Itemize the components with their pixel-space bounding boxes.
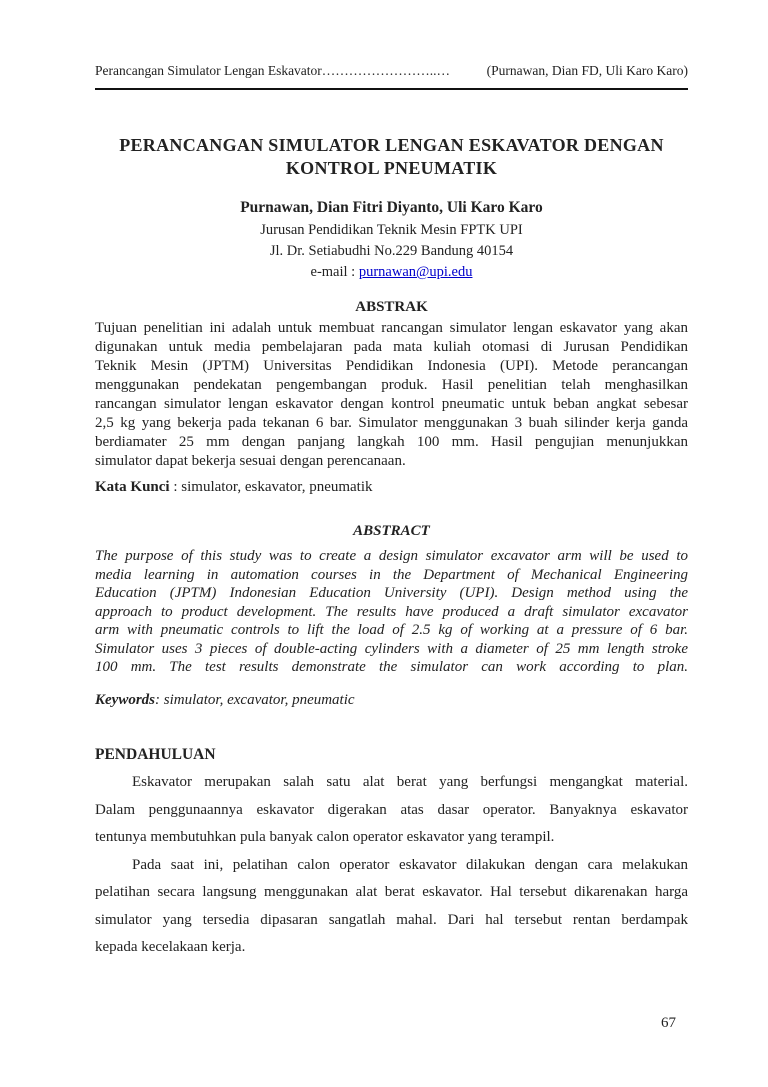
text-line: digunakan untuk media pembelajaran pada mata kuliah otomasi di Jurusan Pendidikan	[95, 339, 688, 355]
paper-title-line2: KONTROL PNEUMATIK	[285, 158, 498, 178]
kata-kunci-value: simulator, eskavator, pneumatik	[181, 479, 373, 495]
paragraph-1	[95, 769, 688, 852]
abstract-heading: ABSTRACT	[353, 523, 430, 539]
keywords-sep: :	[155, 691, 164, 708]
running-header-title: Perancangan Simulator Lengan Eskavator……………………..…	[95, 63, 451, 78]
paper-title	[95, 134, 688, 180]
text-line: Pada saat ini, pelatihan calon operator eskavator dilakukan dengan cara melakukan	[132, 856, 688, 873]
header-rule	[95, 88, 688, 90]
running-header-authors: (Purnawan, Dian FD, Uli Karo Karo)	[486, 63, 688, 78]
text-line: pelatihan secara langsung menggunakan alat berat eskavator. Hal tersebut dikarenakan harga	[95, 884, 688, 900]
paper-title-line1: PERANCANGAN SIMULATOR LENGAN ESKAVATOR DENGAN	[119, 135, 664, 155]
kata-kunci-label: Kata Kunci	[95, 479, 170, 495]
text-line: Tujuan penelitian ini adalah untuk membuat rancangan simulator lengan eskavator yang akan	[95, 320, 688, 336]
section-heading-pendahuluan: PENDAHULUAN	[95, 745, 216, 763]
text-line: simulator yang tersedia dipasaran sangatlah mahal. Dari hal tersebut rentan berdampak	[95, 911, 688, 928]
abstrak-heading: ABSTRAK	[355, 299, 428, 315]
keywords-value: simulator, excavator, pneumatic	[163, 691, 355, 708]
text-line: 100 mm. The test results demonstrate the simulator can work according to plan.	[95, 659, 688, 675]
abstract-body	[95, 547, 688, 677]
text-line: Education (JPTM) Indonesian Education University (UPI). Design method using the	[95, 585, 688, 601]
text-line: 2,5 kg yang bekerja pada tekanan 6 bar. Simulator menggunakan 3 buah silinder kerja ganda	[95, 415, 688, 431]
text-line: media learning in automation courses in the Department of Mechanical Engineering	[95, 566, 688, 583]
running-header	[95, 62, 688, 79]
abstrak-body	[95, 319, 688, 471]
kata-kunci-line	[95, 478, 688, 496]
keywords-label: Keywords	[95, 691, 155, 708]
text-line: Teknik Mesin (JPTM) Universitas Pendidikan Indonesia (UPI). Metode perancangan	[95, 358, 688, 374]
text-line: kepada kecelakaan kerja.	[95, 939, 246, 955]
text-line: berdiamater 25 mm dengan panjang langkah 100 mm. Hasil pengujian menunjukkan	[95, 434, 688, 450]
text-line: The purpose of this study was to create a design simulator excavator arm will be used to	[95, 548, 688, 564]
email-link[interactable]: purnawan@upi.edu	[358, 264, 473, 280]
email-label: e-mail :	[310, 264, 359, 280]
paragraph-2	[95, 852, 688, 962]
email-line	[95, 264, 688, 281]
affiliation: Jurusan Pendidikan Teknik Mesin FPTK UPI	[260, 222, 523, 238]
text-line: simulator dapat bekerja sesuai dengan perencanaan.	[95, 453, 406, 469]
text-line: Dalam penggunaannya eskavator digerakan atas dasar operator. Banyaknya eskavator	[95, 801, 688, 818]
text-line: arm with pneumatic controls to lift the load of 2.5 kg of working at a pressure of 6 bar.	[95, 622, 688, 638]
text-line: Eskavator merupakan salah satu alat berat yang berfungsi mengangkat material.	[132, 774, 688, 790]
text-line: Simulator uses 3 pieces of double-acting cylinders with a diameter of 25 mm length stroke	[95, 640, 688, 657]
keywords-line	[95, 691, 688, 709]
kata-kunci-sep: :	[169, 479, 182, 495]
authors: Purnawan, Dian Fitri Diyanto, Uli Karo Karo	[240, 199, 543, 216]
text-line: approach to product development. The results have produced a draft simulator excavator	[95, 603, 688, 620]
page-number: 67	[661, 1014, 676, 1031]
address: Jl. Dr. Setiabudhi No.229 Bandung 40154	[269, 243, 514, 259]
text-line: rancangan simulator lengan eskavator dengan kontrol pneumatic untuk beban angkat sebesar	[95, 396, 688, 412]
text-line: menggunakan pendekatan pengembangan produk. Hasil penelitian telah menghasilkan	[95, 377, 688, 393]
text-line: tentunya membutuhkan pula banyak calon operator eskavator yang terampil.	[95, 829, 555, 845]
